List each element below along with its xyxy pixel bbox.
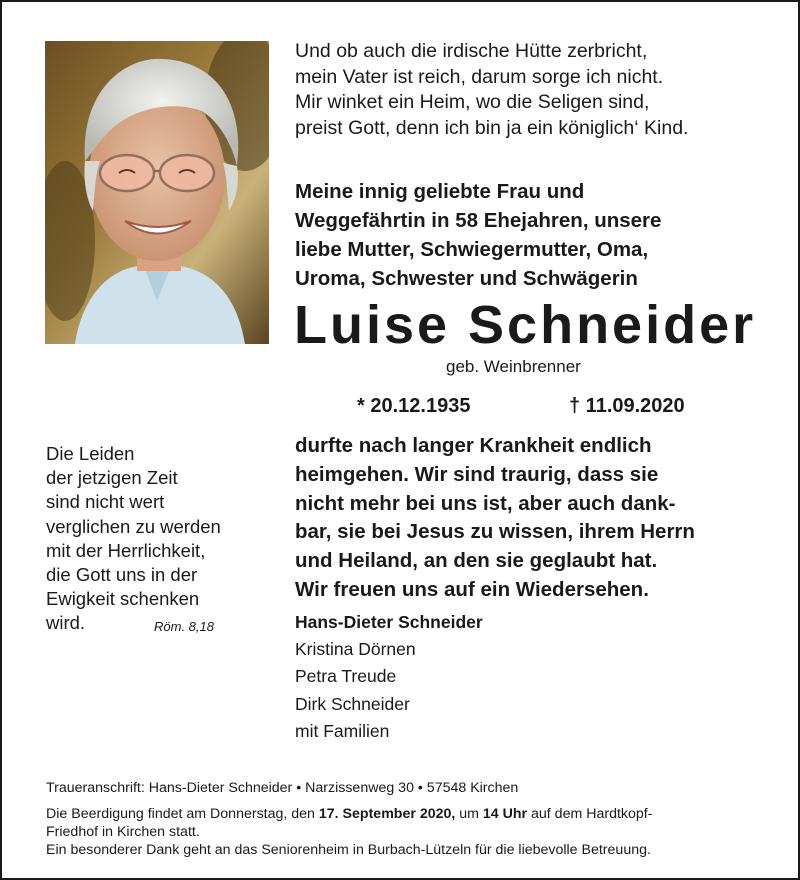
birth-name: geb. Weinbrenner bbox=[446, 357, 581, 376]
funeral-info bbox=[46, 805, 652, 841]
verse-line: mit der Herrlichkeit, bbox=[46, 539, 206, 561]
message-line: bar, sie bei Jesus zu wissen, ihrem Herrn bbox=[295, 520, 695, 544]
mourner-name: Petra Treude bbox=[295, 666, 397, 687]
verse-line: verglichen zu werden bbox=[46, 515, 221, 537]
intro-line: liebe Mutter, Schwiegermutter, Oma, bbox=[295, 238, 649, 261]
funeral-time: 14 Uhr bbox=[482, 806, 528, 822]
mourner-name: Dirk Schneider bbox=[295, 693, 410, 714]
verse-line: sind nicht wert bbox=[46, 491, 165, 513]
mourning-address: Traueranschrift: Hans-Dieter Schneider • Narzissenweg 30 • 57548 Kirchen bbox=[46, 780, 519, 796]
funeral-suffix: auf dem Hardtkopf- bbox=[527, 806, 653, 822]
verse-line: wird. bbox=[46, 612, 86, 634]
intro-line: Weggefährtin in 58 Ehejahren, unsere bbox=[295, 209, 662, 232]
message-line: heimgehen. Wir sind traurig, dass sie bbox=[295, 462, 659, 486]
funeral-mid: um bbox=[455, 806, 483, 822]
message-text bbox=[295, 432, 695, 605]
mourners-list bbox=[295, 609, 483, 745]
message-line: nicht mehr bei uns ist, aber auch dank- bbox=[295, 491, 676, 515]
verse-reference: Röm. 8,18 bbox=[154, 619, 214, 634]
funeral-location: Friedhof in Kirchen statt. bbox=[46, 824, 200, 840]
deceased-name: Luise Schneider bbox=[294, 295, 757, 355]
birth-date: * 20.12.1935 bbox=[357, 395, 471, 417]
mourner-name: Kristina Dörnen bbox=[295, 639, 416, 660]
verse-line: der jetzigen Zeit bbox=[46, 467, 178, 489]
mourner-name: mit Familien bbox=[295, 720, 390, 741]
bible-verse bbox=[46, 442, 221, 636]
portrait-photo bbox=[45, 41, 269, 344]
death-date: † 11.09.2020 bbox=[569, 395, 685, 417]
verse-line: die Gott uns in der bbox=[46, 564, 198, 586]
message-line: Wir freuen uns auf ein Wiedersehen. bbox=[295, 577, 649, 601]
poem bbox=[295, 39, 688, 141]
verse-line: Ewigkeit schenken bbox=[46, 588, 200, 610]
poem-line: preist Gott, denn ich bin ja ein königlich‘ Kind. bbox=[295, 116, 689, 139]
poem-line: Und ob auch die irdische Hütte zerbricht, bbox=[295, 40, 648, 62]
intro-text bbox=[295, 177, 661, 293]
message-line: durfte nach langer Krankheit endlich bbox=[295, 434, 652, 457]
poem-line: mein Vater ist reich, darum sorge ich nicht. bbox=[295, 65, 664, 88]
intro-line: Uroma, Schwester und Schwägerin bbox=[295, 267, 638, 290]
funeral-date: 17. September 2020, bbox=[318, 806, 456, 822]
funeral-prefix: Die Beerdigung findet am Donnerstag, den bbox=[46, 806, 319, 822]
mourner-name: Hans-Dieter Schneider bbox=[295, 612, 483, 632]
thanks-note: Ein besonderer Dank geht an das Seniorenheim in Burbach-Lützeln für die liebevolle Betreuung. bbox=[46, 842, 651, 858]
intro-line: Meine innig geliebte Frau und bbox=[295, 180, 585, 203]
message-line: und Heiland, an den sie geglaubt hat. bbox=[295, 549, 658, 573]
verse-line: Die Leiden bbox=[46, 443, 135, 464]
poem-line: Mir winket ein Heim, wo die Seligen sind, bbox=[295, 91, 650, 114]
